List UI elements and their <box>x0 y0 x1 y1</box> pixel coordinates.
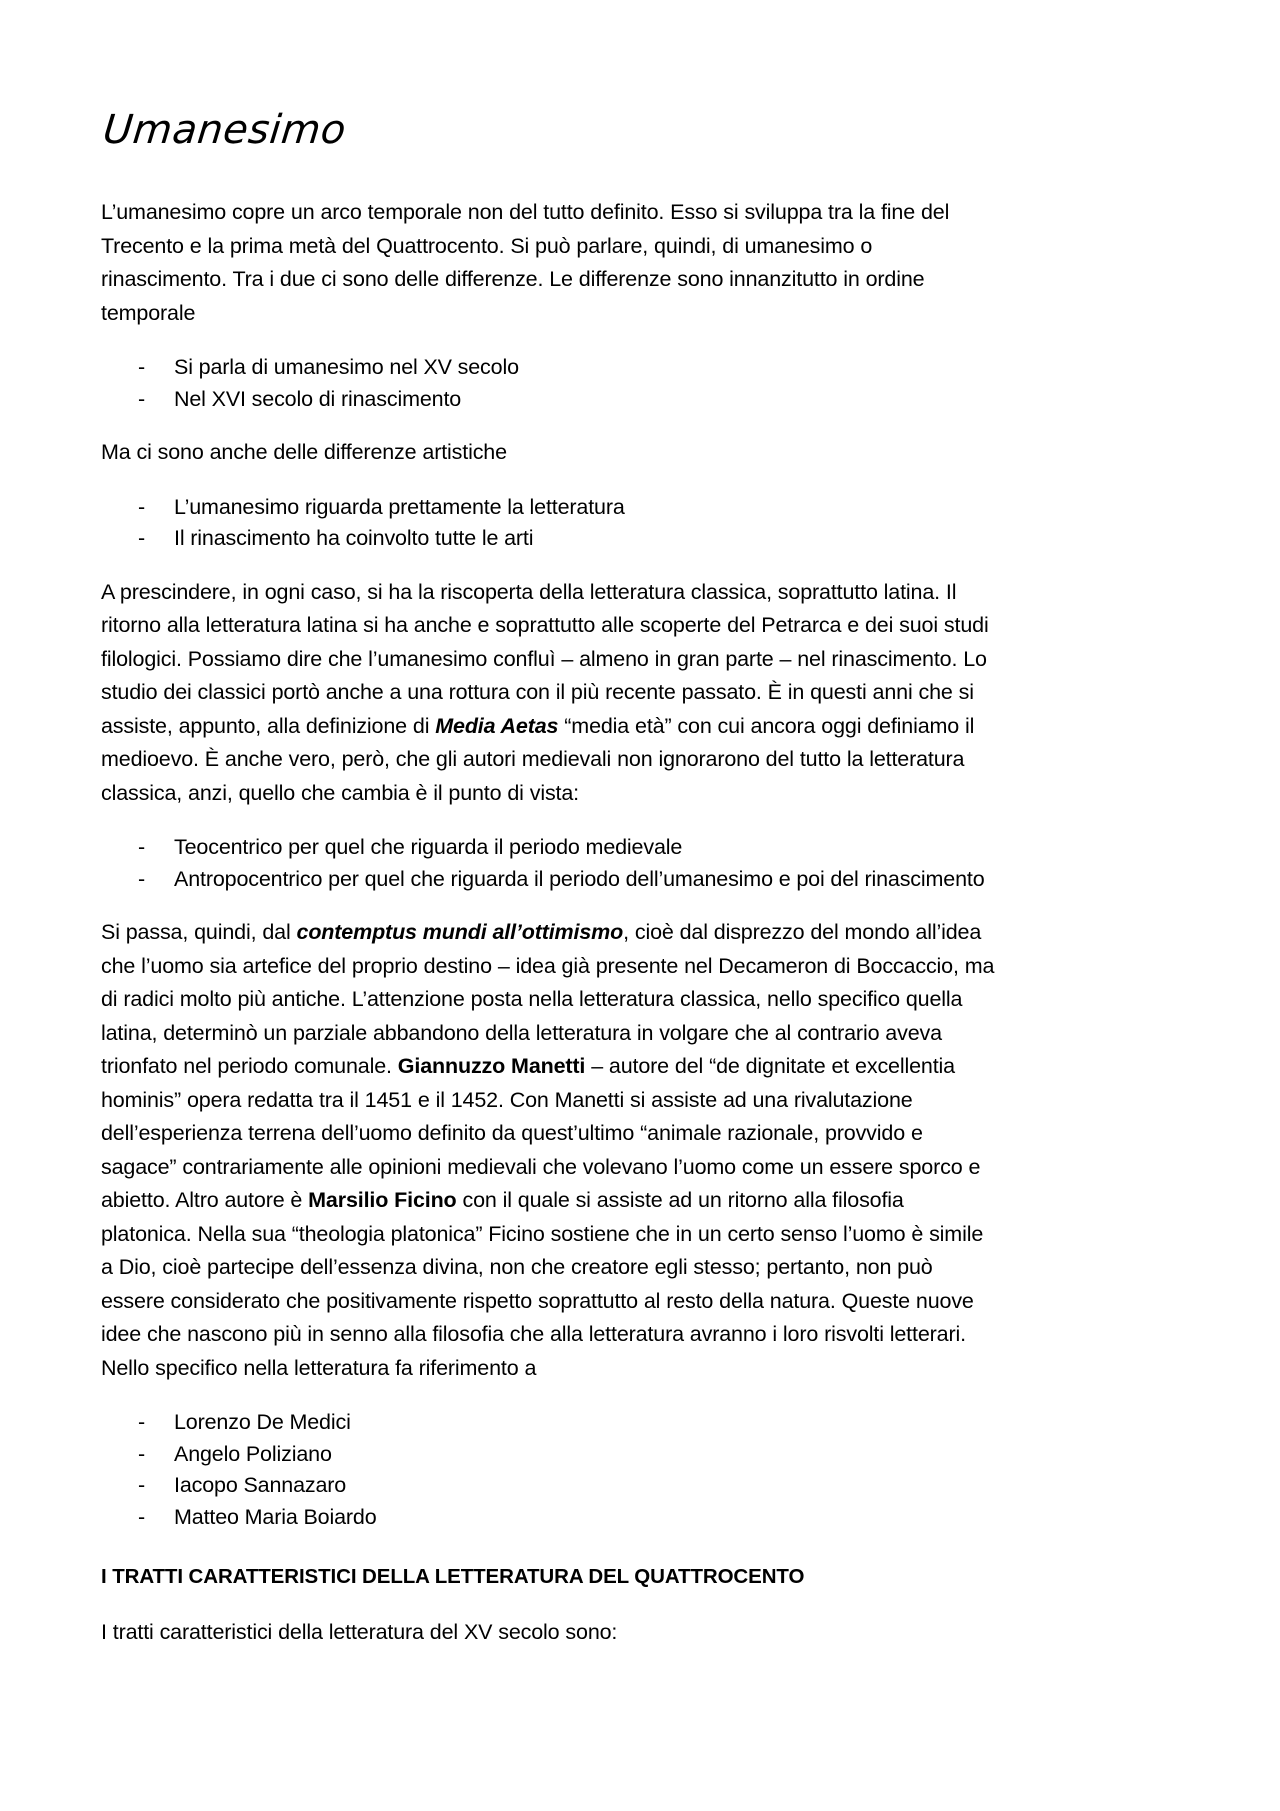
dash-bullet-icon: - <box>138 1410 146 1434</box>
paragraph-intro: L’umanesimo copre un arco temporale non del tutto definito. Esso si sviluppa tra la fine del Trecento e la prima metà del Quattrocento. Si può parlare, quindi, di umanesimo o rinascimento. Tra i due ci sono delle differenze. Le differenze sono innanzitutto in ordine temporale <box>101 200 950 325</box>
list-item <box>101 832 997 863</box>
emphasis-bold: Giannuzzo Manetti <box>397 1054 586 1078</box>
list-differenze-temporali <box>101 352 997 414</box>
dash-bullet-icon: - <box>138 526 146 550</box>
dash-bullet-icon: - <box>138 1504 146 1529</box>
list-item <box>101 1439 997 1470</box>
list-item-label: Lorenzo De Medici <box>174 1410 351 1434</box>
emphasis-bold: Marsilio Ficino <box>308 1188 457 1212</box>
list-item-label: L’umanesimo riguarda prettamente la letteratura <box>174 494 625 519</box>
list-item <box>101 1470 997 1501</box>
dash-bullet-icon: - <box>138 386 146 411</box>
list-item <box>101 352 997 383</box>
document-content <box>101 108 997 1672</box>
list-item-label: Matteo Maria Boiardo <box>174 1504 377 1529</box>
text-run: , cioè dal disprezzo del mondo all’idea che l’uomo sia artefice del proprio destino – idea già presente nel Decameron di Boccaccio, ma di radici molto più antiche. L’attenzione posta nella letteratura classica, nello specifico quella latina, determinò un parziale abbandono della letteratura in volgare che al contrario aveva trionfato nel periodo comunale. <box>101 920 995 1078</box>
document-body <box>101 196 997 1650</box>
paragraph-differenze-artistiche-intro: Ma ci sono anche delle differenze artistiche <box>101 440 507 464</box>
page-title: Umanesimo <box>100 107 349 153</box>
list-item-label: Si parla di umanesimo nel XV secolo <box>174 355 519 379</box>
dash-bullet-icon: - <box>138 494 146 519</box>
list-item <box>101 864 997 895</box>
list-item <box>101 492 997 523</box>
list-differenze-artistiche <box>101 492 997 554</box>
text-run: A prescindere, in ogni caso, si ha la riscoperta della letteratura classica, soprattutto latina. Il ritorno alla letteratura latina si ha anche e soprattutto alle scoperte del Petrarca e dei suoi studi filologici. Possiamo dire che l’umanesimo confluì – almeno in gran parte – nel rinascimento. Lo studio dei classici portò anche a una rottura con il più recente passato. È in questi anni che si assiste, appunto, alla definizione di <box>101 579 989 738</box>
text-run: – autore del “de dignitate et excellentia hominis” opera redatta tra il 1451 e il 1452. Con Manetti si assiste ad una rivalutazione dell’esperienza terrena dell’uomo definito da quest’ultimo “animale razionale, provvido e sagace” contrariamente alle opinioni medievali che volevano l’uomo come un essere sporco e abietto. Altro autore è <box>101 1054 981 1212</box>
text-run: “media età” con cui ancora oggi definiamo il medioevo. È anche vero, però, che gli autori medievali non ignorarono del tutto la letteratura classica, anzi, quello che cambia è il punto di vista: <box>101 713 975 805</box>
list-item <box>101 1502 997 1533</box>
emphasis-bold-italic: contemptus mundi all’ottimismo <box>296 920 624 944</box>
text-run: con il quale si assiste ad un ritorno alla filosofia platonica. Nella sua “theologia platonica” Ficino sostiene che in un certo senso l’uomo è simile a Dio, cioè partecipe dell’essenza divina, non che creatore egli stesso; pertanto, non può essere considerato che positivamente rispetto soprattutto al resto della natura. Queste nuove idee che nascono più in senno alla filosofia che alla letteratura avranno i loro risvolti letterari. Nello specifico nella letteratura fa riferimento a <box>101 1188 984 1380</box>
list-punto-di-vista <box>101 832 997 894</box>
section-heading-tratti-caratteristici: I TRATTI CARATTERISTICI DELLA LETTERATURA DEL QUATTROCENTO <box>101 1565 805 1588</box>
paragraph-riscoperta-classica <box>101 576 997 811</box>
list-item-label: Iacopo Sannazaro <box>174 1473 347 1497</box>
emphasis-bold-italic: Media Aetas <box>435 713 559 738</box>
list-item-label: Antropocentrico per quel che riguarda il periodo dell’umanesimo e poi del rinascimento <box>174 866 985 891</box>
dash-bullet-icon: - <box>138 1473 146 1497</box>
list-item <box>101 384 997 415</box>
paragraph-contemptus-mundi <box>101 916 997 1385</box>
dash-bullet-icon: - <box>138 355 146 379</box>
list-item-label: Il rinascimento ha coinvolto tutte le arti <box>174 526 534 550</box>
list-item <box>101 1407 997 1438</box>
list-item-label: Teocentrico per quel che riguarda il periodo medievale <box>174 835 683 859</box>
list-autori-letteratura <box>101 1407 997 1532</box>
list-item-label: Nel XVI secolo di rinascimento <box>174 386 462 411</box>
list-item <box>101 523 997 554</box>
dash-bullet-icon: - <box>138 1441 146 1466</box>
paragraph-tratti-intro: I tratti caratteristici della letteratura del XV secolo sono: <box>101 1620 618 1644</box>
dash-bullet-icon: - <box>138 866 146 891</box>
list-item-label: Angelo Poliziano <box>174 1441 332 1466</box>
text-run: Si passa, quindi, dal <box>101 920 297 944</box>
dash-bullet-icon: - <box>138 835 146 859</box>
